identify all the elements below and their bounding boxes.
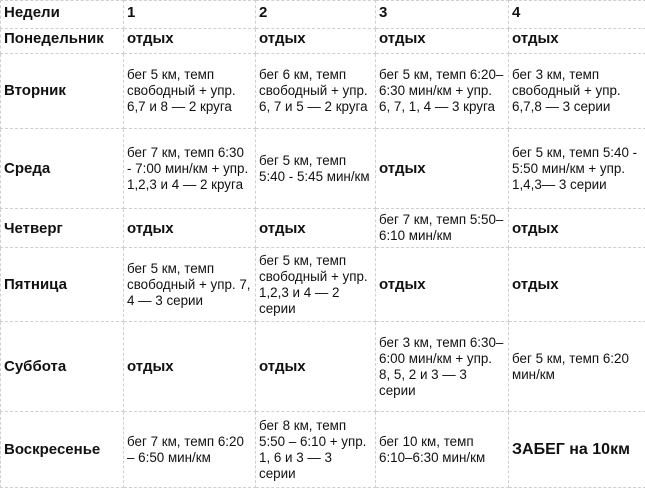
day-label-monday: Понедельник	[1, 29, 124, 53]
cell-thursday-week-2: отдых	[256, 209, 376, 248]
day-label-friday: Пятница	[1, 248, 124, 322]
cell-saturday-week-4: бег 5 км, темп 6:20 мин/км	[509, 322, 645, 412]
cell-saturday-week-3: бег 3 км, темп 6:30–6:00 мин/км + упр. 8, 5, 2 и 3 — 3 серии	[376, 322, 509, 412]
cell-wednesday-week-2: бег 5 км, темп 5:40 - 5:45 мин/км	[256, 129, 376, 209]
cell-sunday-week-1: бег 7 км, темп 6:20 – 6:50 мин/км	[124, 412, 256, 488]
header-week-1: 1	[124, 1, 256, 29]
cell-sunday-week-4-race: ЗАБЕГ на 10км	[509, 412, 645, 488]
cell-sunday-week-2: бег 8 км, темп 5:50 – 6:10 + упр. 1, 6 и 3 — 3 серии	[256, 412, 376, 488]
day-label-tuesday: Вторник	[1, 53, 124, 129]
cell-sunday-week-3: бег 10 км, темп 6:10–6:30 мин/км	[376, 412, 509, 488]
cell-monday-week-4: отдых	[509, 29, 645, 53]
day-label-wednesday: Среда	[1, 129, 124, 209]
header-week-4: 4	[509, 1, 645, 29]
cell-thursday-week-4: отдых	[509, 209, 645, 248]
row-monday	[1, 29, 645, 53]
cell-saturday-week-1: отдых	[124, 322, 256, 412]
cell-friday-week-2: бег 5 км, темп свободный + упр. 1,2,3 и 4 — 2 серии	[256, 248, 376, 322]
cell-saturday-week-2: отдых	[256, 322, 376, 412]
row-friday	[1, 248, 645, 322]
cell-tuesday-week-2: бег 6 км, темп свободный + упр. 6, 7 и 5 — 2 круга	[256, 53, 376, 129]
cell-monday-week-1: отдых	[124, 29, 256, 53]
day-label-saturday: Суббота	[1, 322, 124, 412]
cell-monday-week-3: отдых	[376, 29, 509, 53]
cell-tuesday-week-4: бег 3 км, темп свободный + упр. 6,7,8 — 3 серии	[509, 53, 645, 129]
cell-wednesday-week-3: отдых	[376, 129, 509, 209]
header-week-3: 3	[376, 1, 509, 29]
cell-wednesday-week-1: бег 7 км, темп 6:30 - 7:00 мин/км + упр. 1,2,3 и 4 — 2 круга	[124, 129, 256, 209]
header-week-2: 2	[256, 1, 376, 29]
header-weeks: Недели	[1, 1, 124, 29]
cell-wednesday-week-4: бег 5 км, темп 5:40 - 5:50 мин/км + упр. 1,4,3— 3 серии	[509, 129, 645, 209]
row-sunday	[1, 412, 645, 488]
day-label-thursday: Четверг	[1, 209, 124, 248]
cell-thursday-week-3: бег 7 км, темп 5:50–6:10 мин/км	[376, 209, 509, 248]
cell-friday-week-4: отдых	[509, 248, 645, 322]
cell-tuesday-week-1: бег 5 км, темп свободный + упр. 6,7 и 8 — 2 круга	[124, 53, 256, 129]
row-wednesday	[1, 129, 645, 209]
row-thursday	[1, 209, 645, 248]
cell-friday-week-3: отдых	[376, 248, 509, 322]
cell-friday-week-1: бег 5 км, темп свободный + упр. 7, 4 — 3 серии	[124, 248, 256, 322]
cell-tuesday-week-3: бег 5 км, темп 6:20–6:30 мин/км + упр. 6, 7, 1, 4 — 3 круга	[376, 53, 509, 129]
header-row	[1, 1, 645, 29]
cell-monday-week-2: отдых	[256, 29, 376, 53]
row-tuesday	[1, 53, 645, 129]
cell-thursday-week-1: отдых	[124, 209, 256, 248]
row-saturday	[1, 322, 645, 412]
day-label-sunday: Воскресенье	[1, 412, 124, 488]
